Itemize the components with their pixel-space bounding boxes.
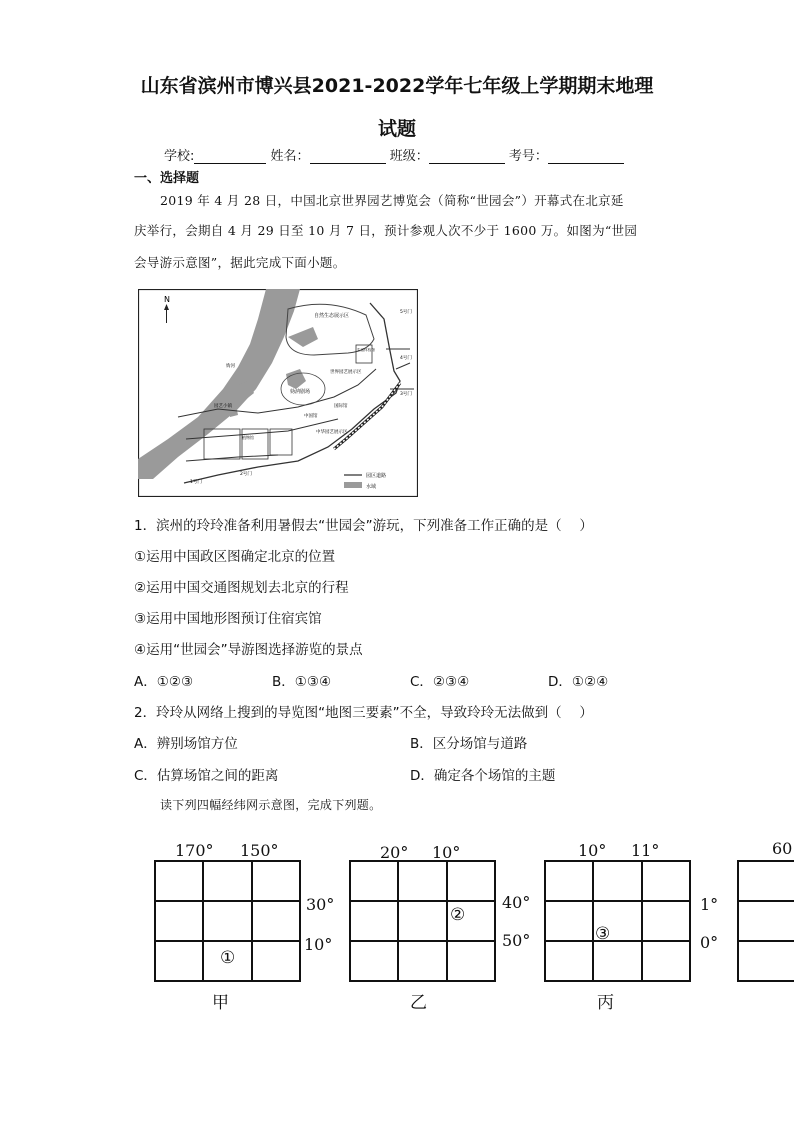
gate4-label: 4号门: [400, 356, 412, 361]
china-garden-label: 中华园艺展示区: [316, 430, 348, 435]
expo-guide-map: [138, 289, 418, 497]
q2-option-b[interactable]: B．区分场馆与道路: [410, 736, 528, 752]
school-label: 学校:: [164, 149, 195, 164]
g2-r1: 40°: [502, 893, 531, 912]
q1-option-c[interactable]: C．②③④: [410, 674, 470, 690]
nature-zone-label: 自然生态展示区: [314, 313, 350, 319]
g3-name: 丙: [597, 993, 614, 1013]
g1-name: 甲: [212, 993, 229, 1013]
q1-option-d[interactable]: D．①②④: [548, 674, 609, 690]
intl-pavilion-label: 国际馆: [334, 404, 348, 409]
school-blank[interactable]: [194, 149, 266, 164]
q1-option-b[interactable]: B．①③④: [272, 674, 332, 690]
north-label: N: [164, 295, 170, 304]
graticule-figures: [0, 830, 794, 1030]
g4-top1: 60: [772, 839, 793, 858]
g2-name: 乙: [410, 993, 427, 1013]
q2-option-d[interactable]: D．确定各个场馆的主题: [410, 768, 556, 784]
plant-pavilion-label: 植物馆: [242, 435, 254, 440]
class-blank[interactable]: [429, 149, 505, 164]
legend-road: 园区道路: [366, 473, 387, 479]
world-zone-label: 世界园艺展示区: [330, 370, 362, 375]
q1-statement-1: ①运用中国政区图确定北京的位置: [134, 549, 336, 565]
legend-water: 水域: [366, 484, 377, 490]
number-blank[interactable]: [548, 149, 624, 164]
g3-top1: 10°: [578, 841, 607, 860]
grid-bing: [545, 861, 690, 981]
intro-line1: 2019 年 4 月 28 日，中国北京世界园艺博览会（简称“世园会”）开幕式在北京延: [160, 193, 624, 208]
g2-top1: 20°: [380, 843, 409, 862]
q2-option-c[interactable]: C．估算场馆之间的距离: [134, 768, 279, 784]
class-label: 班级：: [389, 149, 429, 164]
g1-top1: 170°: [175, 841, 214, 860]
gate5-label: 5号门: [400, 310, 412, 315]
gate2-label: 2号门: [240, 472, 252, 477]
name-blank[interactable]: [310, 149, 386, 164]
intro2: 读下列四幅经纬网示意图，完成下列题。: [160, 798, 382, 812]
gate1-label: 1号门: [190, 480, 202, 485]
g1-point: ①: [220, 948, 236, 968]
lake-label: 妫河: [226, 364, 235, 369]
garden-town-label: 园艺小镇: [214, 404, 232, 409]
g3-r2: 0°: [700, 933, 719, 952]
grid-ding: [738, 861, 794, 981]
g1-r1: 30°: [306, 895, 335, 914]
g3-top2: 11°: [631, 841, 660, 860]
theater-label: 妫汭剧场: [290, 389, 311, 395]
paper-title-line2: 试题: [377, 118, 416, 140]
q2-option-a[interactable]: A．辨别场馆方位: [134, 736, 238, 752]
g2-r2: 50°: [502, 931, 531, 950]
q1-statement-4: ④运用“世园会”导游图选择游览的景点: [134, 642, 363, 658]
name-label: 姓名：: [270, 149, 310, 164]
gate3-label: 3号门: [400, 392, 412, 397]
g3-r1: 1°: [700, 895, 719, 914]
q1-statement-2: ②运用中国交通图规划去北京的行程: [134, 580, 349, 596]
china-pavilion-label: 中国馆: [304, 414, 318, 419]
q1-option-a[interactable]: A．①②③: [134, 674, 194, 690]
g2-top2: 10°: [432, 843, 461, 862]
g2-point: ②: [450, 905, 466, 925]
life-pavilion-label: 生活体验馆: [357, 348, 375, 352]
student-info-row: [164, 145, 624, 164]
section-heading: 一、选择题: [134, 171, 200, 186]
grid-yi: [350, 861, 495, 981]
q2-stem: 2．玲玲从网络上搜到的导览图“地图三要素”不全，导致玲玲无法做到（ ）: [134, 705, 593, 721]
intro-line3: 会导游示意图”，据此完成下面小题。: [134, 255, 346, 270]
q1-statement-3: ③运用中国地形图预订住宿宾馆: [134, 611, 322, 627]
g1-top2: 150°: [240, 841, 279, 860]
q1-stem: 1．滨州的玲玲准备利用暑假去“世园会”游玩，下列准备工作正确的是（ ）: [134, 518, 593, 534]
paper-title-line1: 山东省滨州市博兴县2021-2022学年七年级上学期期末地理: [140, 75, 654, 97]
g3-point: ③: [595, 924, 611, 944]
g1-r2: 10°: [304, 935, 333, 954]
intro-line2: 庆举行，会期自 4 月 29 日至 10 月 7 日，预计参观人次不少于 1600 万。如图为“世园: [134, 223, 638, 238]
number-label: 考号：: [508, 149, 548, 164]
